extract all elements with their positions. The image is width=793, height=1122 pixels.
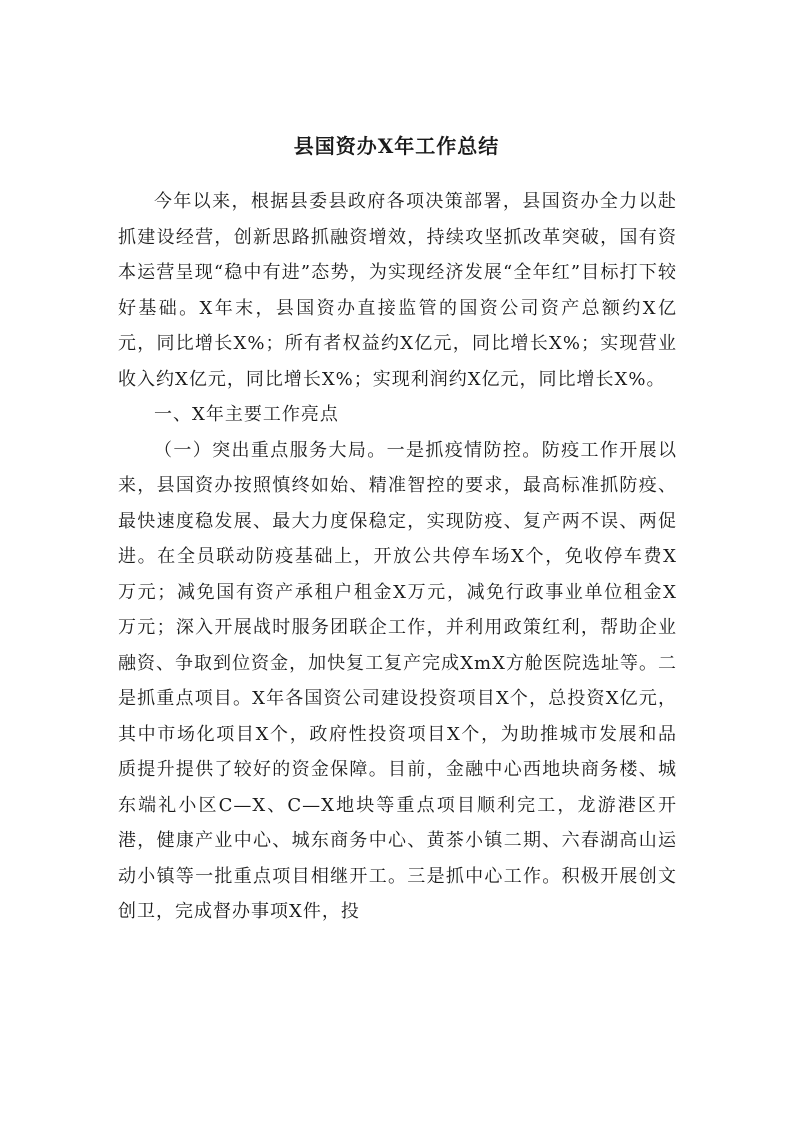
document-title: 县国资办X年工作总结 — [293, 134, 500, 158]
document-body — [118, 184, 677, 930]
section-heading: 一、X年主要工作亮点 — [154, 404, 339, 425]
intro-paragraph: 今年以来，根据县委县政府各项决策部署，县国资办全力以赴抓建设经营，创新思路抓融资增效，持续攻坚抓改革突破，国有资本运营呈现“稳中有进”态势，为实现经济发展“全年红”目标打下较好基础。X年末，县国资办直接监管的国资公司资产总额约X亿元，同比增长X%；所有者权益约X亿元，同比增长X%；实现营业收入约X亿元，同比增长X%；实现利润约X亿元，同比增长X%。 — [118, 191, 677, 390]
body-paragraph: （一）突出重点服务大局。一是抓疫情防控。防疫工作开展以来，县国资办按照慎终如始、精准智控的要求，最高标准抓防疫、最快速度稳发展、最大力度保稳定，实现防疫、复产两不误、两促进。在全员联动防疫基础上，开放公共停车场X个，免收停车费X万元；减免国有资产承租户租金X万元，减免行政事业单位租金X万元；深入开展战时服务团联企工作，并利用政策红利，帮助企业融资、争取到位资金，加快复工复产完成XmX方舱医院选址等。二是抓重点项目。X年各国资公司建设投资项目X个，总投资X亿元，其中市场化项目X个，政府性投资项目X个，为助推城市发展和品质提升提供了较好的资金保障。目前，金融中心西地块商务楼、城东端礼小区C—X、C—X地块等重点项目顺利完工，龙游港区开港，健康产业中心、城东商务中心、黄茶小镇二期、六春湖高山运动小镇等一批重点项目相继开工。三是抓中心工作。积极开展创文创卫，完成督办事项X件，投 — [118, 439, 677, 922]
